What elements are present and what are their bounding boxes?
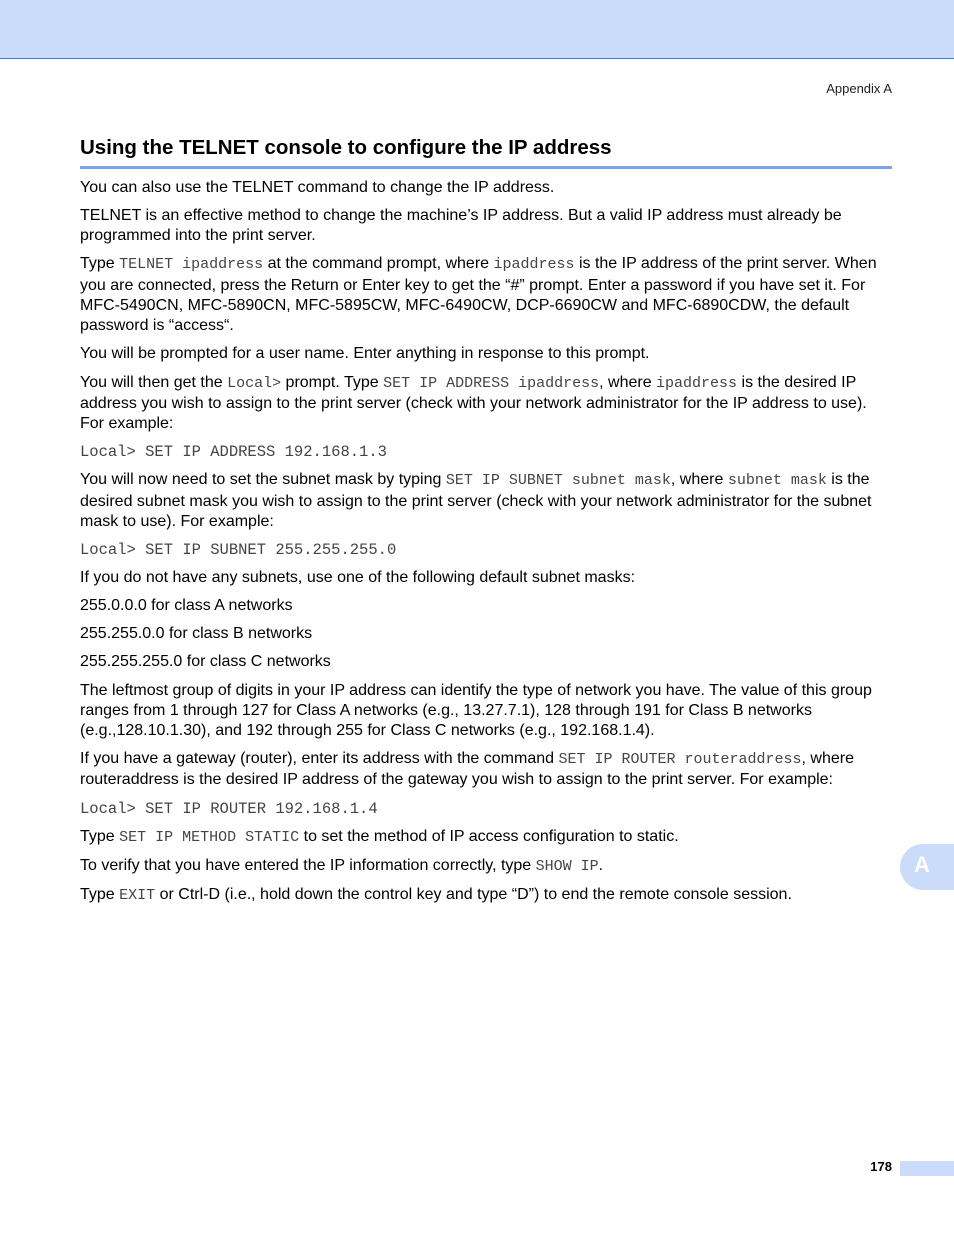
text: or Ctrl-D (i.e., hold down the control key and type “D”) to end the remote console session. bbox=[155, 885, 792, 903]
code-example: Local> SET IP ROUTER 192.168.1.4 bbox=[80, 799, 378, 818]
paragraph bbox=[80, 885, 892, 906]
inline-code: SET IP SUBNET subnet mask bbox=[445, 472, 671, 490]
inline-code: ipaddress bbox=[493, 256, 575, 274]
text: is the IP address of the print server. When you are connected, press the Return or Enter key to get the “#” prompt. Enter a password if you have set it. For MFC-5490CN, MFC-5890CN, MFC-5895CW, MFC-6490CW, DCP-6690CW and MFC-6890CDW, the default password is “access“. bbox=[80, 255, 877, 335]
section-title: Using the TELNET console to configure the IP address bbox=[80, 136, 892, 169]
inline-code: ipaddress bbox=[656, 374, 738, 392]
text: Type bbox=[80, 827, 120, 845]
paragraph: You can also use the TELNET command to change the IP address. bbox=[80, 179, 555, 196]
text: to set the method of IP access configuration to static. bbox=[299, 827, 679, 845]
paragraph: If you do not have any subnets, use one of the following default subnet masks: bbox=[80, 569, 636, 587]
text: is the desired IP address you wish to assign to the print server (check with your network administrator for the IP address to use). For example: bbox=[80, 373, 867, 433]
paragraph: You will be prompted for a user name. Enter anything in response to this prompt. bbox=[80, 345, 650, 363]
paragraph bbox=[80, 254, 892, 336]
paragraph bbox=[80, 827, 892, 848]
text: prompt. Type bbox=[281, 373, 384, 391]
side-tab-label: A bbox=[914, 852, 930, 877]
text: , where bbox=[599, 373, 657, 391]
paragraph: The leftmost group of digits in your IP address can identify the type of network you have. The value of this group ranges from 1 through 127 for Class A networks (e.g., 13.27.7.1), 128 through 191 for Class B networks (e.g.,128.10.1.30), and 192 through 255 for Class C networks (e.g., 192.168.1.4). bbox=[80, 681, 872, 740]
subnet-mask-item: 255.255.255.0 for class C networks bbox=[80, 653, 331, 671]
inline-code: Local> bbox=[227, 374, 282, 392]
text: You will now need to set the subnet mask by typing bbox=[80, 471, 446, 489]
code-example: Local> SET IP SUBNET 255.255.255.0 bbox=[80, 541, 397, 560]
inline-code: SET IP ADDRESS ipaddress bbox=[383, 374, 600, 392]
paragraph bbox=[80, 856, 892, 877]
text: at the command prompt, where bbox=[263, 255, 494, 273]
page-number: 178 bbox=[870, 1159, 892, 1174]
paragraph bbox=[80, 373, 892, 435]
paragraph bbox=[80, 749, 892, 791]
text: Type bbox=[80, 255, 120, 273]
inline-code: subnet mask bbox=[727, 472, 827, 490]
text: , where bbox=[670, 471, 728, 489]
text: . bbox=[598, 856, 604, 874]
paragraph bbox=[80, 470, 892, 532]
text: If you have a gateway (router), enter its address with the command bbox=[80, 750, 559, 768]
text: Type bbox=[80, 885, 120, 903]
top-header-band bbox=[0, 0, 954, 59]
text: is the desired subnet mask you wish to assign to the print server (check with your network administrator for the subnet mask to use). For example: bbox=[80, 471, 872, 530]
inline-code: EXIT bbox=[119, 886, 156, 904]
inline-code: SHOW IP bbox=[535, 857, 599, 875]
text: You will then get the bbox=[80, 373, 228, 391]
appendix-side-tab bbox=[900, 844, 954, 890]
running-head: Appendix A bbox=[826, 81, 892, 96]
subnet-mask-item: 255.255.0.0 for class B networks bbox=[80, 625, 313, 643]
text: , where routeraddress is the desired IP address of the gateway you wish to assign to the print server. For example: bbox=[80, 750, 854, 789]
body-content bbox=[80, 178, 892, 914]
page-number-bar bbox=[900, 1161, 954, 1176]
paragraph: TELNET is an effective method to change the machine’s IP address. But a valid IP address must already be programmed into the print server. bbox=[80, 207, 842, 245]
inline-code: TELNET ipaddress bbox=[119, 256, 264, 274]
subnet-mask-item: 255.0.0.0 for class A networks bbox=[80, 597, 293, 615]
inline-code: SET IP ROUTER routeraddress bbox=[558, 751, 802, 769]
text: To verify that you have entered the IP information correctly, type bbox=[80, 856, 536, 874]
code-example: Local> SET IP ADDRESS 192.168.1.3 bbox=[80, 443, 387, 462]
inline-code: SET IP METHOD STATIC bbox=[119, 828, 300, 846]
